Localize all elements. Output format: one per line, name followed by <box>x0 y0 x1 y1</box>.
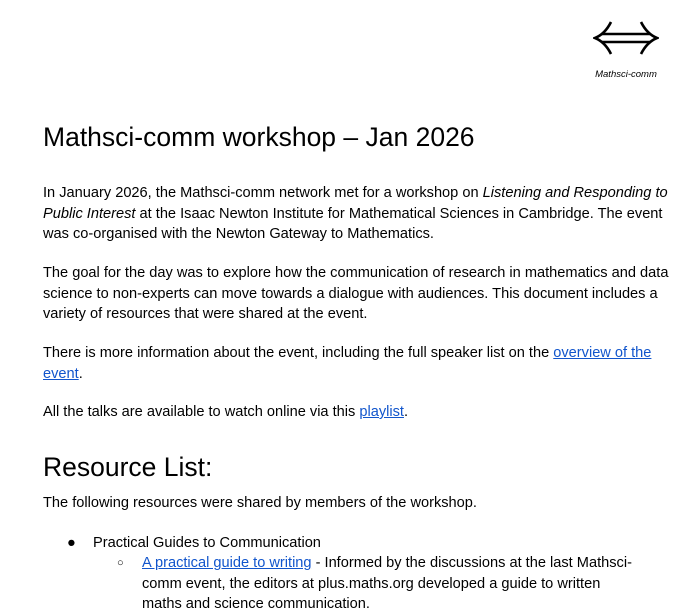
bullet-icon: ● <box>67 535 76 551</box>
text: All the talks are available to watch online via this <box>43 404 360 420</box>
overview-link[interactable]: overview of the event <box>43 345 652 382</box>
text: . <box>403 404 409 420</box>
text: at the Isaac Newton Institute for Mathematical Sciences in Cambridge. The event was co-organised with the Newton Gateway to Mathematics. <box>43 205 663 242</box>
goal-paragraph: The goal for the day was to explore how the communication of research in mathematics and data science to non-experts can move towards a dialogue with audiences. This document includes a variety of resources that were shared at the event. <box>43 265 669 322</box>
resource-list-heading: Resource List: <box>43 452 213 482</box>
info-paragraph <box>43 343 683 384</box>
logo-caption: Mathsci-comm <box>595 69 657 80</box>
talks-paragraph <box>43 402 683 423</box>
workshop-title: Listening and Responding to Public Interest <box>43 185 668 222</box>
text: In January 2026, the Mathsci-comm network met for a workshop on <box>43 185 483 201</box>
page-title: Mathsci-comm workshop – Jan 2026 <box>43 122 475 152</box>
double-arrow-icon <box>593 18 659 58</box>
text: There is more information about the event, including the full speaker list on the <box>43 345 554 361</box>
playlist-link[interactable]: playlist <box>359 404 404 420</box>
intro-paragraph <box>43 183 683 245</box>
sub-list-item <box>142 553 642 615</box>
logo <box>588 18 664 80</box>
text: - Informed by the discussions at the last Mathsci-comm event, the editors at plus.maths.org developed a guide to written maths and science communication. <box>142 555 632 612</box>
hollow-bullet-icon: ○ <box>117 557 124 569</box>
list-item: Practical Guides to Communication <box>93 535 321 551</box>
practical-guide-link[interactable]: A practical guide to writing <box>142 555 312 571</box>
resource-intro: The following resources were shared by members of the workshop. <box>43 495 477 511</box>
text: . <box>78 365 83 382</box>
